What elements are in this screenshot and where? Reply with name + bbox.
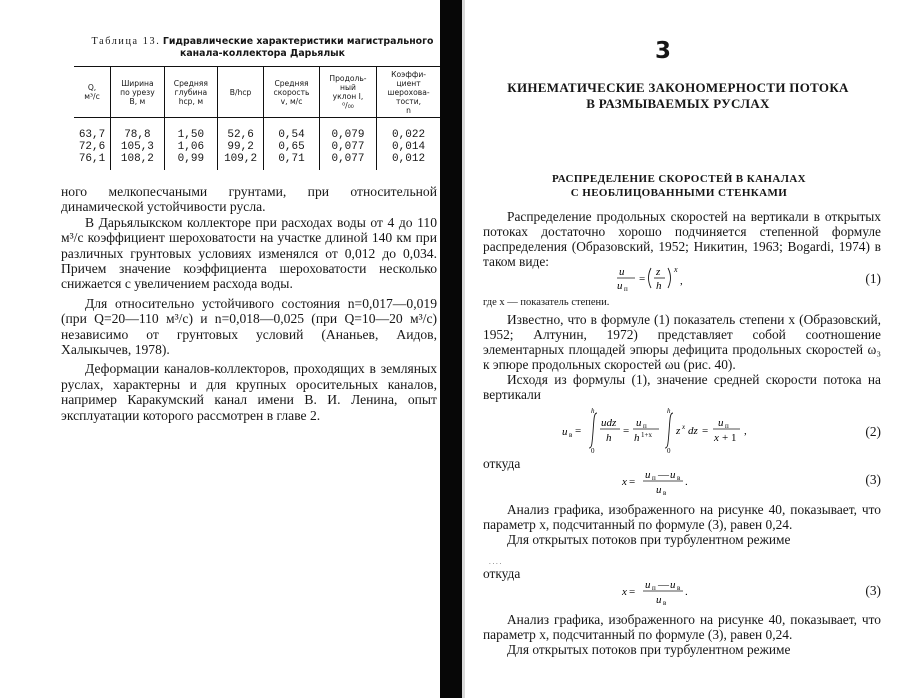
equation-3-formula-repeat	[620, 576, 720, 606]
left-page	[0, 0, 440, 698]
svg-text:h: h	[591, 408, 595, 415]
svg-text:h: h	[634, 432, 640, 444]
equation-2	[560, 408, 780, 454]
svg-text:п: п	[643, 422, 647, 430]
equation-1	[615, 264, 735, 292]
table-row	[74, 153, 440, 170]
table-header-cell	[164, 67, 217, 118]
svg-text:0: 0	[667, 447, 671, 454]
left-paragraph-2: В Дарьялыкском коллекторе при расходах воды от 4 до 110 м³/с коэффициент шероховатости на участке длиной 140 км при различных грунтовых условиях изменялся от 0,012 до 0,034. Причем значение коэффициента шероховатости несколько снижается с увеличением расхода воды.	[61, 214, 437, 292]
svg-text:п: п	[624, 285, 628, 292]
equation-2-number: (2)	[865, 424, 881, 439]
svg-text:u: u	[617, 280, 623, 292]
table-cell: 0,71	[264, 153, 320, 170]
svg-text:.: .	[685, 586, 688, 598]
equation-3-number-2: (3)	[865, 583, 881, 598]
note-1: где x — показатель степени.	[483, 297, 610, 308]
right-paragraph-2-block	[483, 312, 881, 402]
right-paragraph-4b: Анализ графика, изображенного на рисунке 40, показывает, что параметр x, подсчитанный по формуле (3), равен 0,24.	[483, 612, 881, 642]
right-paragraph-4a: Анализ графика, изображенного на рисунке 40, показывает, что параметр x, подсчитанный по формуле (3), равен 0,24.	[483, 502, 881, 532]
equation-2-formula	[560, 408, 780, 454]
equation-3-number-1: (3)	[865, 472, 881, 487]
svg-text:u: u	[670, 579, 676, 591]
table-cell: 108,2	[111, 153, 165, 170]
table-cell: 99,2	[217, 141, 263, 153]
chapter-title-line-2: В РАЗМЫВАЕМЫХ РУСЛАХ	[586, 96, 770, 111]
right-paragraph-4a-block	[483, 502, 881, 547]
equation-1-formula	[615, 264, 735, 292]
svg-text:u: u	[656, 594, 662, 606]
table-caption	[90, 36, 435, 60]
table-cell: 76,1	[78, 153, 106, 165]
table-header-cell	[217, 67, 263, 118]
table-header-line: глубина	[174, 87, 208, 97]
book-gutter	[440, 0, 462, 698]
svg-text:u: u	[645, 579, 651, 591]
table-cell: 72,6	[78, 141, 106, 153]
equation-3-formula	[620, 466, 720, 496]
otkuda-1: откуда	[483, 456, 521, 471]
right-paragraph-1-block	[483, 209, 881, 269]
table-cell: 1,06	[164, 141, 217, 153]
chapter-title	[473, 80, 883, 112]
svg-text:=: =	[639, 273, 646, 285]
svg-text:h: h	[656, 280, 662, 292]
table-header-cell	[377, 67, 440, 118]
svg-text:—: —	[658, 579, 669, 591]
table-header-line: Коэффи-	[391, 69, 426, 79]
table-header-line: n	[406, 105, 411, 115]
table-header-line: ный	[340, 83, 356, 92]
svg-text:=: =	[702, 425, 709, 437]
table-cell: 109,2	[217, 153, 263, 170]
svg-text:=: =	[629, 586, 636, 598]
table-cell: 0,022	[377, 118, 440, 142]
right-page	[465, 0, 900, 698]
svg-text:в: в	[677, 584, 681, 592]
svg-text:u: u	[619, 266, 625, 278]
svg-text:п: п	[652, 474, 656, 482]
table-row	[74, 141, 440, 153]
svg-text:,: ,	[744, 425, 747, 437]
svg-text:в: в	[569, 431, 573, 439]
table-header-line: циент	[396, 78, 421, 88]
svg-text:u: u	[656, 484, 662, 496]
svg-text:п: п	[652, 584, 656, 592]
svg-text:u: u	[718, 417, 724, 429]
left-body-text	[61, 184, 437, 423]
otkuda-2: откуда	[483, 566, 521, 581]
table-header-line: B, м	[129, 96, 146, 106]
table-cell: 78,8	[111, 118, 165, 142]
table-header-line: уклон I,	[332, 92, 364, 101]
table-cell: 0,65	[264, 141, 320, 153]
table-header-line: B/hср	[229, 87, 252, 97]
table-cell: 63,7	[78, 129, 106, 141]
svg-text:u: u	[636, 417, 642, 429]
table-cell: 0,012	[377, 153, 440, 170]
table-cell: 52,6	[217, 118, 263, 142]
table-header-line: Средняя	[274, 78, 309, 88]
table-header-cell	[264, 67, 320, 118]
equation-1-number: (1)	[865, 271, 881, 286]
table-header-line: hср, м	[178, 96, 204, 106]
table-cell: 1,50	[164, 118, 217, 142]
svg-text:x: x	[622, 586, 627, 598]
table-cell: 0,077	[319, 153, 376, 170]
left-paragraph-3: Для относительно устойчивого состояния n=0,017—0,019 (при Q=20—110 м³/с) и n=0,018—0,025 (при Q=10—20 м³/с) независимо от грунтовых условий (Ананьев, Аидов, Халыкычев, 1978).	[61, 295, 437, 358]
table-caption-title-2: канала-коллектора Дарьялык	[179, 48, 346, 59]
table-header-line: скорость	[273, 87, 310, 97]
left-paragraph-4: Деформации каналов-коллекторов, проходящих в земляных руслах, характерны и для крупных оросительных каналов, например Каракумский канал имени В. И. Ленина, опыт эксплуатации которого рассмотрен в главе 2.	[61, 361, 437, 423]
right-page-content	[465, 0, 897, 662]
table-header-line: Q,	[87, 83, 97, 92]
table-header-line: м³/с	[84, 92, 100, 101]
table-header-cell	[111, 67, 165, 118]
table-header-line: Средняя	[173, 78, 208, 88]
svg-text:z: z	[676, 425, 681, 437]
svg-text:,: ,	[680, 275, 683, 287]
svg-text:x: x	[682, 423, 686, 431]
table-cell: 0,54	[264, 118, 320, 142]
svg-text:—: —	[658, 469, 669, 481]
svg-text:+ 1: + 1	[722, 432, 737, 444]
section-title	[483, 172, 875, 200]
svg-text:z: z	[656, 266, 661, 278]
table-row	[74, 118, 440, 142]
svg-text:в: в	[677, 474, 681, 482]
section-title-line-2: С НЕОБЛИЦОВАННЫМИ СТЕНКАМИ	[570, 187, 788, 199]
table-header-cell	[74, 67, 111, 118]
table-header-row	[74, 67, 440, 118]
table-header-line: Продоль-	[329, 74, 367, 83]
scan-noise-1: . . . .	[489, 558, 502, 566]
equation-3-second	[620, 576, 720, 606]
svg-text:x: x	[674, 265, 678, 274]
svg-text:u: u	[645, 469, 651, 481]
table-caption-title-1: Гидравлические характеристики магистрального	[162, 36, 434, 47]
svg-text:x: x	[714, 432, 719, 444]
right-paragraph-5a: Для открытых потоков при турбулентном режиме	[507, 532, 791, 547]
chapter-number: 3	[655, 38, 672, 64]
right-paragraph-2: Известно, что в формуле (1) показатель степени x (Образовский, 1952; Алтунин, 1972) представляет собой соотношение элементарных площадей эпюры дефицита продольных скоростей ω₃ к эпюре продольных скоростей ωu (рис. 40).	[483, 312, 881, 372]
right-paragraph-1: Распределение продольных скоростей на вертикали в открытых потоках достаточно хорошо подчиняется степенной формуле распределения (Образовский, 1952; Никитин, 1963; Bogardi, 1974) в таком виде:	[483, 209, 881, 269]
section-title-line-1: РАСПРЕДЕЛЕНИЕ СКОРОСТЕЙ В КАНАЛАХ	[551, 173, 807, 185]
table-header-line: v, м/с	[280, 96, 303, 106]
table-header-line: шерохова-	[387, 87, 430, 97]
svg-text:h: h	[667, 408, 671, 415]
svg-text:1+x: 1+x	[641, 431, 652, 439]
svg-text:в: в	[663, 599, 667, 606]
svg-text:в: в	[663, 489, 667, 496]
svg-text:=: =	[629, 476, 636, 488]
table-header-line: Ширина	[121, 78, 154, 88]
svg-text:dz: dz	[688, 425, 698, 437]
svg-text:x: x	[622, 476, 627, 488]
equation-3-first	[620, 466, 720, 496]
table-cell: 105,3	[111, 141, 165, 153]
table-cell: 0,079	[319, 118, 376, 142]
table-cell: 0,99	[164, 153, 217, 170]
svg-text:=: =	[623, 425, 630, 437]
svg-text:.: .	[685, 476, 688, 488]
left-paragraph-1: ного мелкопесчаными грунтами, при относительной динамической устойчивости русла.	[61, 184, 437, 215]
chapter-title-line-1: КИНЕМАТИЧЕСКИЕ ЗАКОНОМЕРНОСТИ ПОТОКА	[507, 80, 849, 95]
svg-text:h: h	[606, 432, 612, 444]
svg-text:u: u	[670, 469, 676, 481]
hydraulic-table	[74, 66, 440, 170]
svg-text:udz: udz	[601, 417, 617, 429]
note-1-block	[483, 295, 881, 310]
table-header-line: по урезу	[120, 87, 155, 97]
table-caption-label: Таблица 13.	[91, 36, 161, 47]
table-header-cell	[319, 67, 376, 118]
svg-text:п: п	[725, 422, 729, 430]
svg-text:0: 0	[591, 447, 595, 454]
svg-text:=: =	[575, 425, 582, 437]
right-paragraph-5b: Для открытых потоков при турбулентном режиме	[507, 642, 791, 657]
table-cell: 0,014	[377, 141, 440, 153]
right-paragraph-3: Исходя из формулы (1), значение средней скорости потока на вертикали	[483, 372, 881, 402]
table-header-line: ⁰/₀₀	[342, 101, 354, 110]
table-cell: 0,077	[319, 141, 376, 153]
svg-text:u: u	[562, 426, 568, 438]
table-body	[74, 118, 440, 171]
table-header-line: тости,	[396, 96, 422, 106]
right-paragraph-4b-block	[483, 612, 881, 657]
